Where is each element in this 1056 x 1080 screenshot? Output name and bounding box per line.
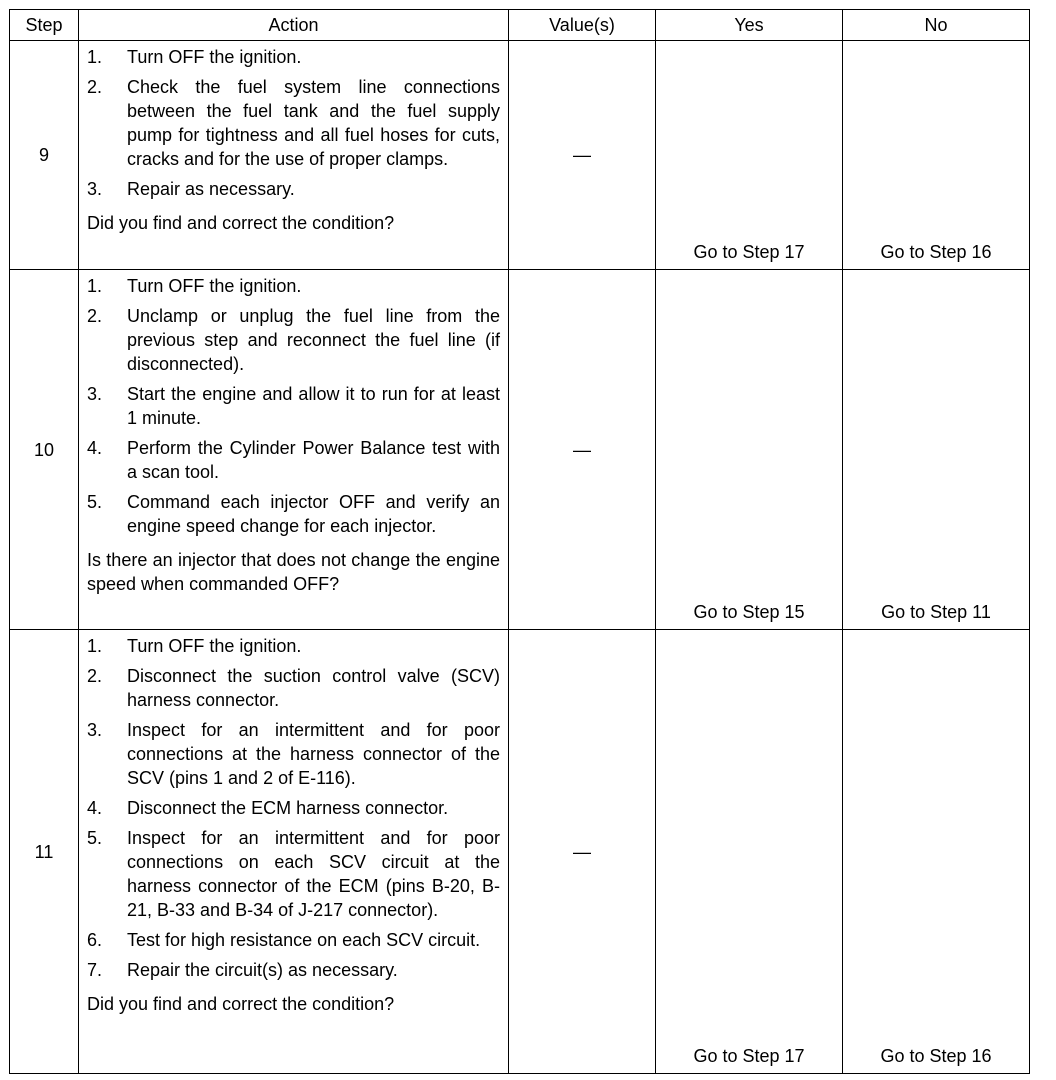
- question-text: Did you find and correct the condition?: [87, 994, 395, 1014]
- item-text: Repair as necessary.: [127, 179, 295, 199]
- item-text: Turn OFF the ignition.: [127, 47, 302, 67]
- item-number: 2.: [87, 306, 103, 326]
- list-item: [87, 436, 500, 484]
- no-cell: Go to Step 11: [843, 270, 1030, 630]
- yes-cell: Go to Step 15: [656, 270, 843, 630]
- step-number: 10: [10, 270, 79, 630]
- list-item: [87, 304, 500, 376]
- list-item: [87, 45, 500, 69]
- list-item: [87, 274, 500, 298]
- item-text: Perform the Cylinder Power Balance test with a scan tool.: [127, 438, 500, 482]
- value-cell: —: [509, 630, 656, 1074]
- item-number: 7.: [87, 960, 103, 980]
- item-number: 6.: [87, 930, 103, 950]
- item-number: 2.: [87, 77, 103, 97]
- no-cell: Go to Step 16: [843, 630, 1030, 1074]
- question-text: Is there an injector that does not change the engine speed when commanded OFF?: [87, 550, 500, 594]
- action-cell: [79, 41, 509, 270]
- action-list: [87, 274, 500, 538]
- action-list: [87, 634, 500, 982]
- list-item: [87, 382, 500, 430]
- question-text: Did you find and correct the condition?: [87, 213, 395, 233]
- list-item: [87, 490, 500, 538]
- header-no: No: [843, 10, 1030, 41]
- list-item: [87, 634, 500, 658]
- header-action: Action: [79, 10, 509, 41]
- table-row-step-9: [10, 41, 1030, 270]
- item-number: 5.: [87, 828, 103, 848]
- item-number: 4.: [87, 438, 103, 458]
- list-item: [87, 664, 500, 712]
- item-number: 1.: [87, 636, 103, 656]
- table-row-step-10: [10, 270, 1030, 630]
- item-text: Test for high resistance on each SCV circuit.: [127, 930, 481, 950]
- list-item: [87, 75, 500, 171]
- value-cell: —: [509, 270, 656, 630]
- action-list: [87, 45, 500, 201]
- yes-cell: Go to Step 17: [656, 41, 843, 270]
- yes-cell: Go to Step 17: [656, 630, 843, 1074]
- item-number: 1.: [87, 276, 103, 296]
- action-cell: [79, 630, 509, 1074]
- list-item: [87, 796, 500, 820]
- action-cell: [79, 270, 509, 630]
- diagnostic-table: [9, 9, 1030, 1074]
- item-number: 3.: [87, 179, 103, 199]
- list-item: [87, 718, 500, 790]
- item-number: 3.: [87, 384, 103, 404]
- header-row: [10, 10, 1030, 41]
- item-number: 1.: [87, 47, 103, 67]
- value-cell: —: [509, 41, 656, 270]
- item-text: Disconnect the ECM harness connector.: [127, 798, 449, 818]
- header-values: Value(s): [509, 10, 656, 41]
- item-number: 2.: [87, 666, 103, 686]
- step-number: 9: [10, 41, 79, 270]
- list-item: [87, 958, 500, 982]
- item-number: 5.: [87, 492, 103, 512]
- item-text: Start the engine and allow it to run for at least 1 minute.: [127, 384, 500, 428]
- item-number: 3.: [87, 720, 103, 740]
- no-cell: Go to Step 16: [843, 41, 1030, 270]
- list-item: [87, 826, 500, 922]
- table-row-step-11: [10, 630, 1030, 1074]
- list-item: [87, 177, 500, 201]
- item-text: Disconnect the suction control valve (SCV) harness connector.: [127, 666, 500, 710]
- header-step: Step: [10, 10, 79, 41]
- item-text: Turn OFF the ignition.: [127, 636, 302, 656]
- diagnostic-table-wrapper: [9, 9, 1029, 1074]
- list-item: [87, 928, 500, 952]
- header-yes: Yes: [656, 10, 843, 41]
- item-text: Unclamp or unplug the fuel line from the previous step and reconnect the fuel line (if disconnected).: [127, 306, 500, 374]
- item-number: 4.: [87, 798, 103, 818]
- item-text: Inspect for an intermittent and for poor connections at the harness connector of the SCV (pins 1 and 2 of E-116).: [127, 720, 500, 788]
- step-number: 11: [10, 630, 79, 1074]
- item-text: Check the fuel system line connections between the fuel tank and the fuel supply pump for tightness and all fuel hoses for cuts, cracks and for the use of proper clamps.: [127, 77, 500, 169]
- item-text: Turn OFF the ignition.: [127, 276, 302, 296]
- item-text: Inspect for an intermittent and for poor connections on each SCV circuit at the harness connector of the ECM (pins B-20, B-21, B-33 and B-34 of J-217 connector).: [127, 828, 500, 920]
- item-text: Repair the circuit(s) as necessary.: [127, 960, 398, 980]
- item-text: Command each injector OFF and verify an engine speed change for each injector.: [127, 492, 500, 536]
